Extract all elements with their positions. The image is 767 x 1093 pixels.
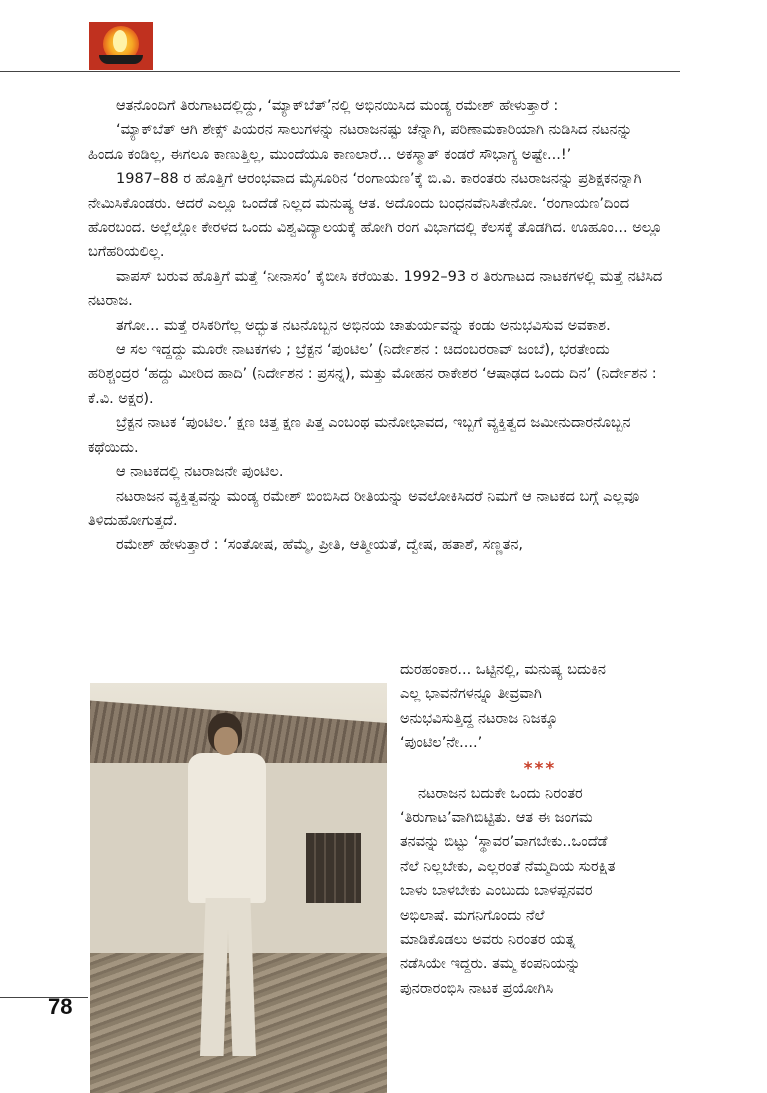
photo-window [306, 833, 361, 903]
paragraph: ತಗೋ... ಮತ್ತೆ ರಸಿಕರಿಗೆಲ್ಲ ಅದ್ಭುತ ನಟನೊಬ್ಬನ ಅಭಿನಯ ಚಾತುರ್ಯವನ್ನು ಕಂಡು ಅನುಭವಿಸುವ ಅವಕಾಶ. [116, 317, 611, 334]
paragraph: ರಮೇಶ್ ಹೇಳುತ್ತಾರೆ : ‘ಸಂತೋಷ, ಹೆಮ್ಮೆ, ಪ್ರೀತಿ, ಆತ್ಮೀಯತೆ, ದ್ವೇಷ, ಹತಾಶೆ, ಸಣ್ಣತನ, [116, 537, 524, 554]
paragraph: ‘ಮ್ಯಾಕ್‌ಬೆತ್ ಆಗಿ ಶೇಕ್ಸ್ ಪಿಯರನ ಸಾಲುಗಳನ್ನು ನಟರಾಜನಷ್ಟು ಚೆನ್ನಾಗಿ, ಪರಿಣಾಮಕಾರಿಯಾಗಿ ನುಡಿಸಿದ ನಟನನ್ನು ಹಿಂದೂ ಕಂಡಿಲ್ಲ, ಈಗಲೂ ಕಾಣುತ್ತಿಲ್ಲ, ಮುಂದೆಯೂ ಕಾಣಲಾರೆ... ಅಕಸ್ಮಾತ್ ಕಂಡರೆ ಸೌಭಾಗ್ಯ ಅಷ್ಟೇ...!’ [88, 122, 633, 163]
section-separator: *** [523, 758, 557, 779]
lamp-base [99, 55, 143, 64]
photograph [90, 683, 387, 1093]
oil-lamp-icon [89, 22, 153, 70]
paragraph: ಬ್ರೆಕ್ಟನ ನಾಟಕ ‘ಪುಂಟಿಲ.’ ಕ್ಷಣ ಚಿತ್ತ ಕ್ಷಣ ಪಿತ್ತ ಎಂಬಂಥ ಮನೋಭಾವದ, ಇಬ್ಬಗೆ ವ್ಯಕ್ತಿತ್ವದ ಜಮೀನುದಾರನೊಬ್ಬನ ಕಥೆಯಿದು. [88, 415, 631, 456]
paragraph: ವಾಪಸ್ ಬರುವ ಹೊತ್ತಿಗೆ ಮತ್ತೆ ‘ನೀನಾಸಂ’ ಕೈಬೀಸಿ ಕರೆಯಿತು. 1992–93 ರ ತಿರುಗಾಟದ ನಾಟಕಗಳಲ್ಲಿ ಮತ್ತೆ ನಟಿಸಿದ ನಟರಾಜ. [88, 268, 663, 310]
lamp-flame [113, 30, 127, 52]
page-number: 78 [48, 994, 73, 1019]
quote-line: ದುರಹಂಕಾರ... ಒಟ್ಟಿನಲ್ಲಿ, ಮನುಷ್ಯ ಬದುಕಿನ [400, 662, 606, 678]
paragraph: ನಟರಾಜನ ವ್ಯಕ್ತಿತ್ವವನ್ನು ಮಂಡ್ಯ ರಮೇಶ್ ಬಿಂಬಿಸಿದ ರೀತಿಯನ್ನು ಅವಲೋಕಿಸಿದರೆ ನಿಮಗೆ ಆ ನಾಟಕದ ಬಗ್ಗೆ ಎಲ್ಲವೂ ತಿಳಿದುಹೋಗುತ್ತದೆ. [88, 488, 640, 529]
text-line: ನಟರಾಜನ ಬದುಕೇ ಒಂದು ನಿರಂತರ [418, 785, 583, 802]
main-text [88, 94, 664, 558]
text-line: ಬಾಳು ಬಾಳಬೇಕು ಎಂಬುದು ಬಾಳಪ್ಪನವರ [400, 883, 593, 900]
right-column [400, 658, 662, 1001]
photo-person-shirt [188, 753, 266, 903]
quote-line: ‘ಪುಂಟಿಲ’ನೇ....’ [400, 735, 483, 752]
text-line: ನೆಲೆ ನಿಲ್ಲಬೇಕು, ಎಲ್ಲರಂತೆ ನೆಮ್ಮದಿಯ ಸುರಕ್ಷಿತ [400, 858, 616, 875]
quote-line: ಎಲ್ಲ ಭಾವನೆಗಳನ್ನೂ ತೀವ್ರವಾಗಿ [400, 686, 542, 703]
text-line: ಮಾಡಿಕೊಡಲು ಅವರು ನಿರಂತರ ಯತ್ನ [400, 932, 576, 949]
footer-rule [0, 997, 88, 998]
text-line: ಪುನರಾರಂಭಿಸಿ ನಾಟಕ ಪ್ರಯೋಗಿಸಿ [400, 980, 554, 997]
paragraph: ಆತನೊಂದಿಗೆ ತಿರುಗಾಟದಲ್ಲಿದ್ದು, ‘ಮ್ಯಾಕ್‌ಬೆತ್’ನಲ್ಲಿ ಅಭಿನಯಿಸಿದ ಮಂಡ್ಯ ರಮೇಶ್ ಹೇಳುತ್ತಾರೆ : [116, 98, 559, 114]
paragraph: ಆ ನಾಟಕದಲ್ಲಿ ನಟರಾಜನೇ ಪುಂಟಿಲ. [116, 464, 284, 481]
paragraph: 1987–88 ರ ಹೊತ್ತಿಗೆ ಆರಂಭವಾದ ಮೈಸೂರಿನ ‘ರಂಗಾಯಣ’ಕ್ಕೆ ಬಿ.ವಿ. ಕಾರಂತರು ನಟರಾಜನನ್ನು ಪ್ರಶಿಕ್ಷಕನನ್ನಾಗಿ ನೇಮಿಸಿಕೊಂಡರು. ಆದರೆ ಎಲ್ಲೂ ಒಂದೆಡೆ ನಿಲ್ಲದ ಮನುಷ್ಯ ಆತ. ಅದೊಂದು ಬಂಧನವೆನಿಸಿತೇನೋ. ‘ರಂಗಾಯಣ’ದಿಂದ ಹೊರಬಂದ. ಅಲ್ಲೆಲ್ಲೋ ಕೇರಳದ ಒಂದು ವಿಶ್ವವಿದ್ಯಾಲಯಕ್ಕೆ ಹೋಗಿ ರಂಗ ವಿಭಾಗದಲ್ಲಿ ಕೆಲಸಕ್ಕೆ ತೊಡಗಿದ. ಊಹೂಂ... ಅಲ್ಲೂ ಬಗೆಹರಿಯಲಿಲ್ಲ. [88, 171, 663, 261]
text-line: ‘ತಿರುಗಾಟ’ವಾಗಿಬಿಟ್ಟಿತು. ಆತ ಈ ಜಂಗಮ [400, 810, 593, 827]
photo-person-face [214, 727, 238, 755]
text-line: ತನವನ್ನು ಬಿಟ್ಟು ‘ಸ್ಥಾವರ’ವಾಗಬೇಕು..ಒಂದೆಡೆ [400, 834, 608, 851]
quote-line: ಅನುಭವಿಸುತ್ತಿದ್ದ ನಟರಾಜ ನಿಜಕ್ಕೂ [400, 710, 558, 727]
text-line: ನಡೆಸಿಯೇ ಇದ್ದರು. ತಮ್ಮ ಕಂಪನಿಯನ್ನು [400, 956, 581, 973]
text-line: ಅಭಿಲಾಷೆ. ಮಗನಿಗೊಂದು ನೆಲೆ [400, 907, 545, 924]
paragraph: ಆ ಸಲ ಇದ್ದದ್ದು ಮೂರೇ ನಾಟಕಗಳು ; ಬ್ರೆಕ್ಟನ ‘ಪುಂಟಿಲ’ (ನಿರ್ದೇಶನ : ಚಿದಂಬರರಾವ್ ಜಂಬೆ), ಭರತೇಂದು ಹರಿಶ್ಚಂದ್ರರ ‘ಹದ್ದು ಮೀರಿದ ಹಾದಿ’ (ನಿರ್ದೇಶನ : ಪ್ರಸನ್ನ), ಮತ್ತು ಮೋಹನ ರಾಕೇಶರ ‘ಆಷಾಢದ ಒಂದು ದಿನ’ (ನಿರ್ದೇಶನ : ಕೆ.ವಿ. ಅಕ್ಷರ). [88, 342, 657, 407]
header-rule [0, 71, 680, 72]
